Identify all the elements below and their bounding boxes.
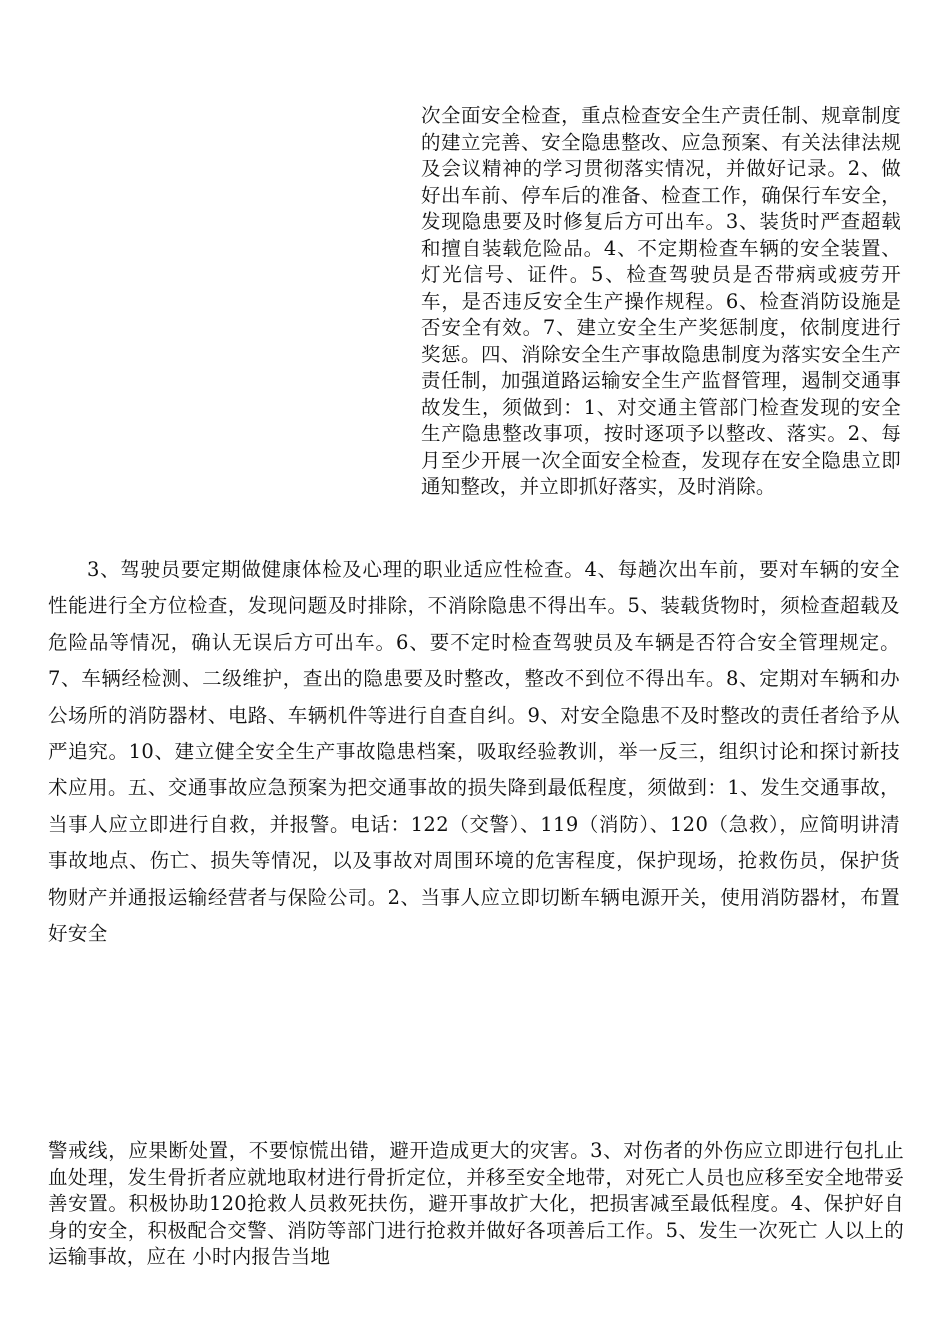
- column-paragraph: 次全面安全检查，重点检查安全生产责任制、规章制度的建立完善、安全隐患整改、应急预案、有关法律法规及会议精神的学习贯彻落实情况，并做好记录。2、做好出车前、停车后的准备、检查工作，确保行车安全，发现隐患要及时修复后方可出车。3、装货时严查超载和擅自装载危险品。4、不定期检查车辆的安全装置、灯光信号、证件。5、检查驾驶员是否带病或疲劳开车，是否违反安全生产操作规程。6、检查消防设施是否安全有效。7、建立安全生产奖惩制度，依制度进行奖惩。四、消除安全生产事故隐患制度为落实安全生产责任制，加强道路运输安全生产监督管理，遏制交通事故发生，须做到：1、对交通主管部门检查发现的安全生产隐患整改事项，按时逐项予以整改、落实。2、每月至少开展一次全面安全检查，发现存在安全隐患立即通知整改，并立即抓好落实，及时消除。: [421, 104, 901, 498]
- bottom-text-block: [48, 1138, 904, 1271]
- main-text-block: [48, 552, 900, 952]
- bottom-paragraph: 警戒线，应果断处置，不要惊慌出错，避开造成更大的灾害。3、对伤者的外伤应立即进行包扎止血处理，发生骨折者应就地取材进行骨折定位，并移至安全地带，对死亡人员也应移至安全地带妥善安置。积极协助120抢救人员救死扶伤，避开事故扩大化，把损害减至最低程度。4、保护好自身的安全，积极配合交警、消防等部门进行抢救并做好各项善后工作。5、发生一次死亡 人以上的运输事故，应在 小时内报告当地: [48, 1139, 904, 1268]
- main-paragraph: 3、驾驶员要定期做健康体检及心理的职业适应性检查。4、每趟次出车前，要对车辆的安全性能进行全方位检查，发现问题及时排除，不消除隐患不得出车。5、装载货物时，须检查超载及危险品等情况，确认无误后方可出车。6、要不定时检查驾驶员及车辆是否符合安全管理规定。7、车辆经检测、二级维护，查出的隐患要及时整改，整改不到位不得出车。8、定期对车辆和办公场所的消防器材、电路、车辆机件等进行自查自纠。9、对安全隐患不及时整改的责任者给予从严追究。10、建立健全安全生产事故隐患档案，吸取经验教训，举一反三，组织讨论和探讨新技术应用。五、交通事故应急预案为把交通事故的损失降到最低程度，须做到：1、发生交通事故，当事人应立即进行自救，并报警。电话：122（交警）、119（消防）、120（急救），应简明讲清事故地点、伤亡、损失等情况，以及事故对周围环境的危害程度，保护现场，抢救伤员，保护货物财产并通报运输经营者与保险公司。2、当事人应立即切断车辆电源开关，使用消防器材，布置好安全: [48, 558, 900, 946]
- column-text-block: [421, 103, 901, 501]
